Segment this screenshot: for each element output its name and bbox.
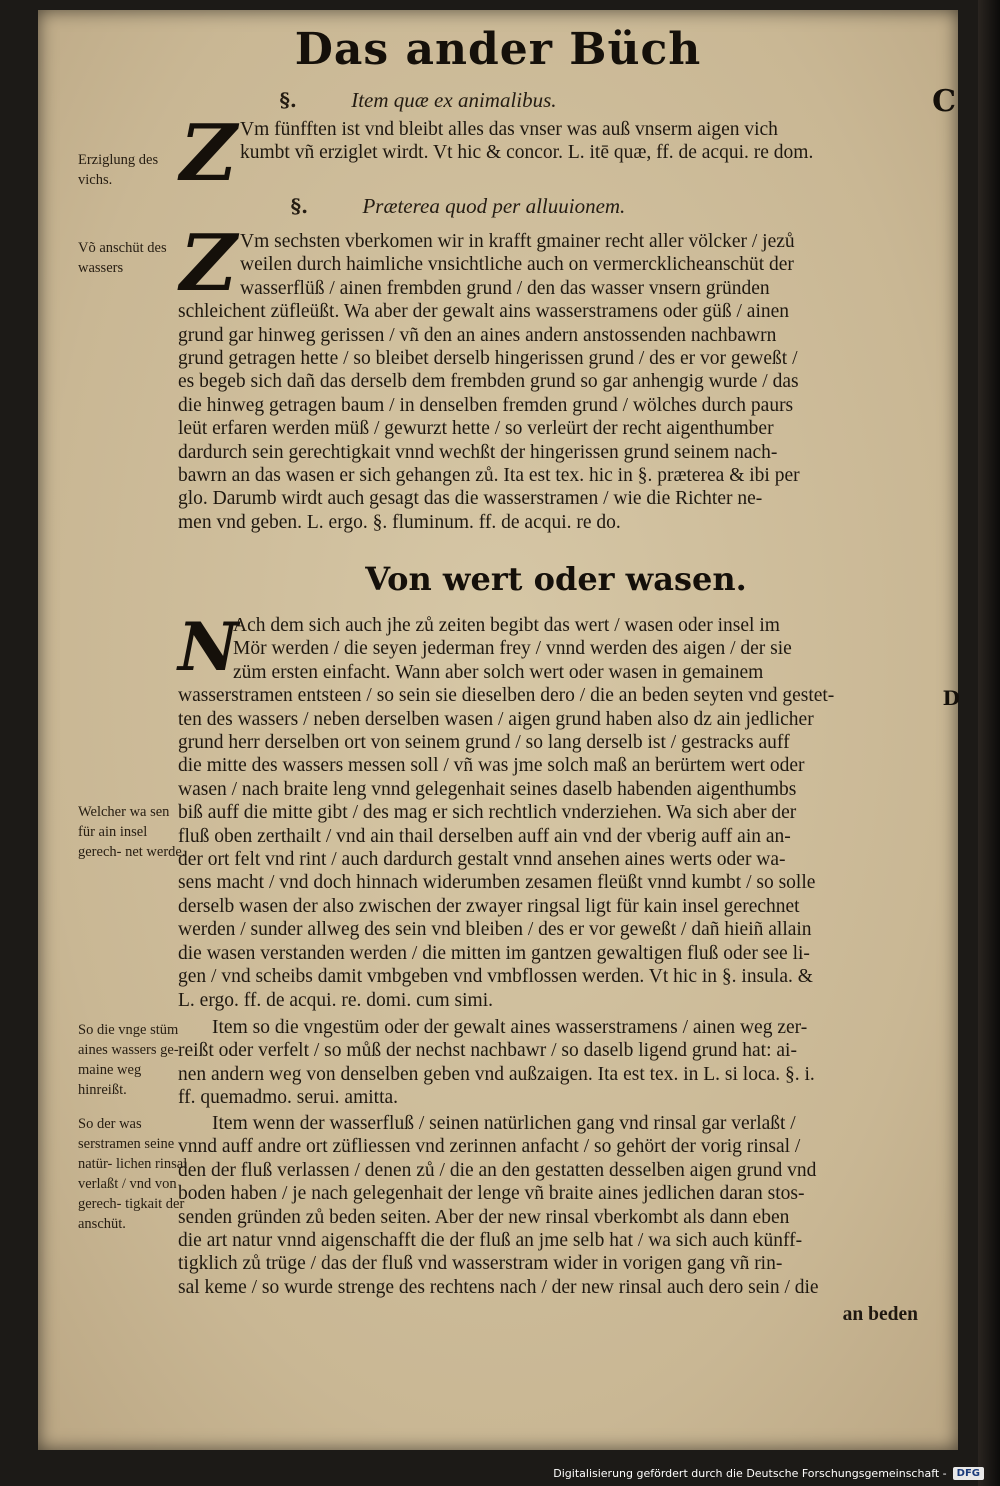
text-line: gen / vnd scheibs damit vmbgeben vnd vmbflossen werden. Vt hic in §. insula. & (178, 966, 813, 988)
dfg-logo: DFG (953, 1467, 984, 1480)
text-line: grund gar hinweg gerissen / vñ den an aines andern anstossenden nachbawrn (178, 324, 777, 346)
text-line: men vnd geben. L. ergo. §. fluminum. ff. de acqui. re do. (178, 511, 621, 533)
margin-note: Võ anschüt des wassers (78, 240, 167, 276)
footer-text: Digitalisierung gefördert durch die Deutsche Forschungsgemeinschaft - (553, 1467, 947, 1480)
side-mark: D (942, 686, 960, 710)
text-line: grund getragen hette / so bleibet derselb hingerissen grund / des er vor geweßt / (178, 348, 798, 370)
paragraph-sign: §. (279, 88, 297, 112)
text-line: bawrn an das wasen er sich gehangen zů. Ita est tex. hic in §. præterea & ibi per (178, 465, 800, 487)
latin-heading: Præterea quod per alluuionem. (362, 194, 626, 218)
text-line: werden / sunder allweg des sein vnd bleiben / des er vor geweßt / dañ hieiñ allain (178, 919, 812, 941)
margin-note: So der was serstramen seine natür- lichen rinsal verlaßt / vnd von gerech- tigkait der anschüt. (78, 1116, 188, 1232)
text-line: sens macht / vnd doch hinnach widerumben zesamen fleüßt vnnd kumbt / so solle (178, 872, 816, 894)
text-block-5 (178, 1112, 934, 1299)
footer-credit (553, 1467, 984, 1480)
margin-note: Welcher wa sen für ain insel gerech- net werde. (78, 804, 186, 860)
text-line: Item wenn der wasserfluß / seinen natürlichen gang vnd rinsal gar verlaßt / (212, 1113, 796, 1134)
text-line: tigklich zů trüge / das der fluß vnd wasserstram wider in vorigen gang vñ rin- (178, 1253, 783, 1275)
text-line: schleichent züfleüßt. Wa aber der gewalt ains wasserstramens oder güß / ainen (178, 301, 790, 323)
margin-note: Erziglung des vichs. (78, 152, 159, 188)
text-line: es begeb sich dañ das derselb dem frembden grund so gar anhengig wurde / das (178, 371, 799, 393)
text-line: derselb wasen der also zwischen der zwayer ringsal ligt für kain insel gerechnet (178, 895, 800, 917)
text-line: wasserflüß / ainen frembden grund / den das wasser vnsern gründen (240, 277, 770, 299)
text-line: den der fluß verlassen / denen zů / die an den gestatten desselben aigen grund vnd (178, 1159, 817, 1181)
text-line: glo. Darumb wirdt auch gesagt das die wasserstramen / wie die Richter ne- (178, 488, 763, 510)
text-block-1 (178, 118, 934, 165)
text-line: fluß oben zerthailt / vnd ain thail derselben auff ain vnd der vberig auff ain an- (178, 825, 791, 847)
text-line: vnnd auff andre ort züfliessen vnd zerinnen anfacht / so gehört der vorig rinsal / (178, 1136, 801, 1158)
text-line: ten des wassers / neben derselben wasen / aigen grund haben also dz ain jedlicher (178, 708, 814, 730)
text-line: wasserstramen entsteen / so sein sie dieselben dero / die an beden seyten vnd gestet- (178, 685, 835, 707)
text-line: dardurch sein gerechtigkait vnnd wechßt der hingerissen grund seinem nach- (178, 441, 778, 463)
signature-mark: C (932, 84, 956, 119)
text-line: wasen / nach braite leng vnnd gelegenhait seines daselb habenden aigenthumbs (178, 778, 797, 800)
drop-initial: Z (180, 108, 237, 199)
text-block-2 (178, 230, 934, 534)
text-block-4 (178, 1016, 934, 1110)
text-line: die hinweg getragen baum / in denselben fremden grund / wölches durch paurs (178, 394, 794, 416)
drop-initial: Z (180, 218, 237, 309)
text-line: kumbt vñ erziglet wirdt. Vt hic & concor. L. itē quæ, ff. de acqui. re dom. (240, 142, 814, 164)
section-heading-3: Von wert oder wasen. (365, 560, 747, 598)
paragraph-sign: §. (290, 194, 309, 218)
text-line: die wasen verstanden werden / die mitten im gantzen gewaltigen fluß oder see li- (178, 942, 810, 964)
section-heading-2 (78, 194, 838, 219)
text-block-3 (178, 614, 934, 1012)
page-title: Das ander Büch (294, 24, 702, 75)
text-line: züm ersten einfacht. Wann aber solch wert oder wasen in gemainem (233, 661, 764, 683)
drop-initial: N (178, 608, 239, 686)
text-line: biß auff die mitte gibt / des mag er sich rechtlich vnderziehen. Wa sich aber der (178, 802, 797, 824)
text-line: Mör werden / die seyen jederman frey / vnnd werden des aigen / der sie (233, 638, 792, 660)
margin-note: So die vnge stüm aines wassers ge- maine weg hinreißt. (78, 1022, 179, 1098)
text-line: leüt erfaren werden müß / gewurzt hette / so verleürt der recht aigenthumber (178, 418, 774, 440)
text-line: Ach dem sich auch jhe zů zeiten begibt das wert / wasen oder insel im (233, 615, 780, 636)
text-line: senden gründen zů beden seiten. Aber der new rinsal vberkombt als dann eben (178, 1206, 790, 1228)
text-line: L. ergo. ff. de acqui. re. domi. cum simi. (178, 989, 493, 1011)
latin-heading: Item quæ ex animalibus. (351, 88, 557, 112)
text-line: die art natur vnnd aigenschafft die der fluß an jme selb hat / wa sich auch künff- (178, 1230, 803, 1252)
text-line: die mitte des wassers messen soll / vñ was jme solch maß an berürtem wert oder (178, 755, 805, 777)
text-line: reißt oder verfelt / so můß der nechst nachbawr / so daselb ligend grund hat: ai- (178, 1040, 797, 1062)
book-page (38, 10, 958, 1450)
text-line: grund herr derselben ort von seinem grund / so lang derselb ist / gestracks auff (178, 732, 790, 754)
text-line: nen andern weg von denselben geben vnd außzaigen. Ita est tex. in L. si loca. §. i. (178, 1063, 815, 1085)
section-heading-1 (38, 88, 798, 113)
text-line: ff. quemadmo. serui. amitta. (178, 1087, 399, 1109)
text-line: Vm sechsten vberkomen wir in krafft gmainer recht aller völcker / jezů (240, 231, 795, 252)
text-line: Item so die vngestüm oder der gewalt aines wasserstramens / ainen weg zer- (212, 1017, 808, 1038)
book-spine-shadow (978, 0, 1000, 1486)
text-line: weilen durch haimliche vnsichtliche auch on vermercklicheanschüt der (240, 254, 794, 276)
text-line: Vm fünfften ist vnd bleibt alles das vnser was auß vnserm aigen vich (240, 119, 778, 140)
text-line: sal keme / so wurde strenge des rechtens nach / der new rinsal auch dero sein / die (178, 1276, 819, 1298)
text-line: boden haben / je nach gelegenhait der lenge vñ braite aines jedlichen daran stos- (178, 1183, 805, 1205)
catchword: an beden (842, 1304, 918, 1325)
text-line: der ort felt vnd rint / auch dardurch gestalt vnnd ansehen aines werts oder wa- (178, 849, 786, 871)
